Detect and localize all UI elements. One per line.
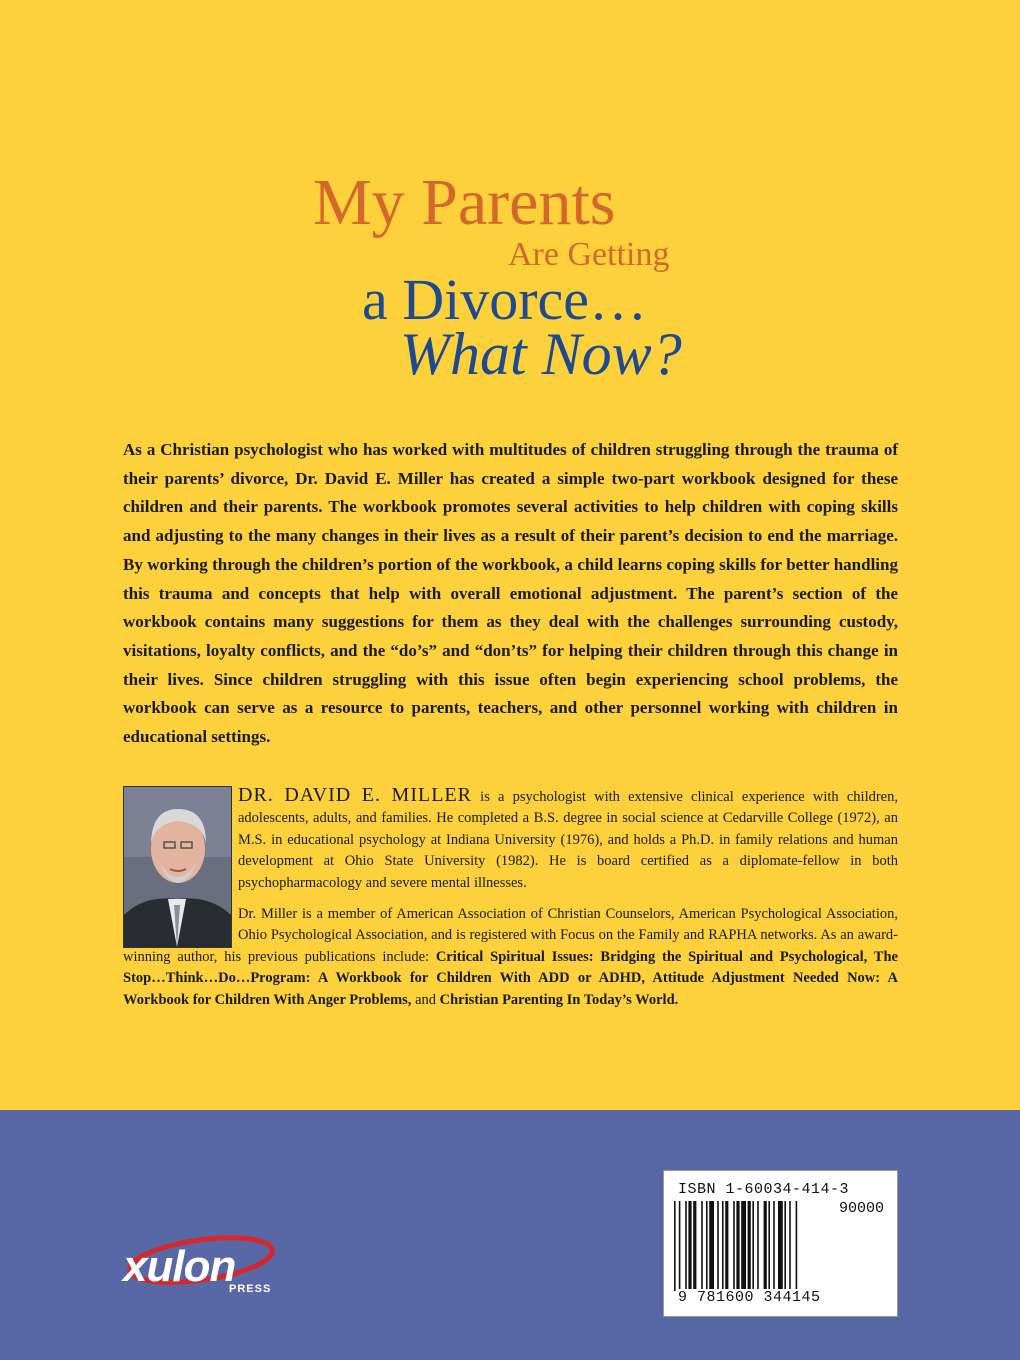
barcode-bar	[709, 1201, 714, 1291]
barcode-bar	[768, 1201, 770, 1291]
barcode-bar	[757, 1201, 759, 1291]
isbn-label: ISBN 1-60034-414-3	[678, 1181, 850, 1198]
barcode-bar	[693, 1201, 696, 1291]
publications-list-a: Critical Spiritual Issues: Bridging the Spiritual and Psychological, The Stop…Think…Do…Program: A Workbook for Children With ADD or ADHD, Attitude Adjustment Needed Now: A Workbook for Children With Anger Problems,	[123, 948, 898, 1008]
barcode-bar	[717, 1201, 719, 1291]
bio-paragraph-2	[123, 904, 898, 1011]
barcode-bars	[674, 1201, 834, 1291]
bio-conjunction: and	[411, 991, 440, 1008]
title-line-3: a Divorce…	[362, 267, 648, 332]
logo-wordmark: xulon	[123, 1242, 236, 1291]
barcode-bar	[784, 1201, 786, 1291]
isbn-barcode	[663, 1170, 898, 1317]
price-code: 90000	[839, 1200, 885, 1217]
bio-text-2: Dr. Miller is a member of American Association of Christian Counselors, American Psychological Association, Ohio Psychological Association, and is registered with Focus on the Family and RAPHA networks. As an award-winning author, his previous publications include:	[123, 906, 898, 965]
barcode-bar	[741, 1201, 746, 1291]
title-line-1: My Parents	[313, 166, 616, 239]
publications-list-b: Christian Parenting In Today’s World.	[439, 991, 679, 1008]
bio-paragraph-1	[123, 785, 898, 894]
barcode-bar	[736, 1201, 739, 1291]
barcode-bar	[674, 1201, 676, 1291]
barcode-bar	[748, 1201, 751, 1291]
barcode-bar	[752, 1201, 754, 1291]
barcode-bar	[679, 1201, 681, 1291]
barcode-bar	[733, 1201, 735, 1291]
author-bio	[123, 785, 898, 1011]
book-description: As a Christian psychologist who has worked with multitudes of children struggling through the trauma of their parents’ divorce, Dr. David E. Miller has created a simple two-part workbook designed for these children and their parents. The workbook promotes several activities to help children with coping skills and adjusting to the many changes in their lives as a result of their parent’s decision to end the marriage. By working through the children’s portion of the workbook, a child learns coping skills for better handling this trauma and concepts that help with overall emotional adjustment. The parent’s section of the workbook contains many suggestions for them as they deal with the challenges surrounding custody, visitations, loyalty conflicts, and the “do’s” and “don’ts” for helping their children through this change in their lives. Since children struggling with this issue often begin experiencing school problems, the workbook can serve as a resource to parents, teachers, and other personnel working with children in educational settings.	[123, 440, 898, 747]
author-name: DR. DAVID E. MILLER	[238, 784, 472, 806]
book-title	[0, 0, 1020, 400]
publisher-logo	[117, 1224, 277, 1300]
barcode-bar	[685, 1201, 687, 1291]
title-line-4: What Now?	[400, 321, 682, 387]
barcode-bar	[722, 1201, 724, 1291]
photo-spacer	[123, 786, 238, 946]
barcode-bar	[778, 1201, 783, 1291]
title-line-2: Are Getting	[508, 236, 670, 273]
barcode-bar	[764, 1201, 767, 1291]
barcode-bar	[701, 1201, 703, 1291]
barcode-bar	[725, 1201, 728, 1291]
ean-digits: 9 781600 344145	[678, 1289, 821, 1306]
barcode-bar	[789, 1201, 791, 1291]
bio-text-1: is a psychologist with extensive clinical experience with children, adolescents, adults, and families. He completed a B.S. degree in social science at Cedarville College (1972), an M.S. in educational psychology at Indiana University (1976), and holds a Ph.D. in family relations and human development at Ohio State University (1982). He is board certified as a diplomate-fellow in both psychopharmacology and severe mental illnesses.	[238, 789, 898, 891]
barcode-bar	[773, 1201, 775, 1291]
barcode-bar	[796, 1201, 798, 1291]
barcode-bar	[688, 1201, 691, 1291]
logo-subtitle: PRESS	[229, 1283, 272, 1295]
barcode-bar	[706, 1201, 708, 1291]
